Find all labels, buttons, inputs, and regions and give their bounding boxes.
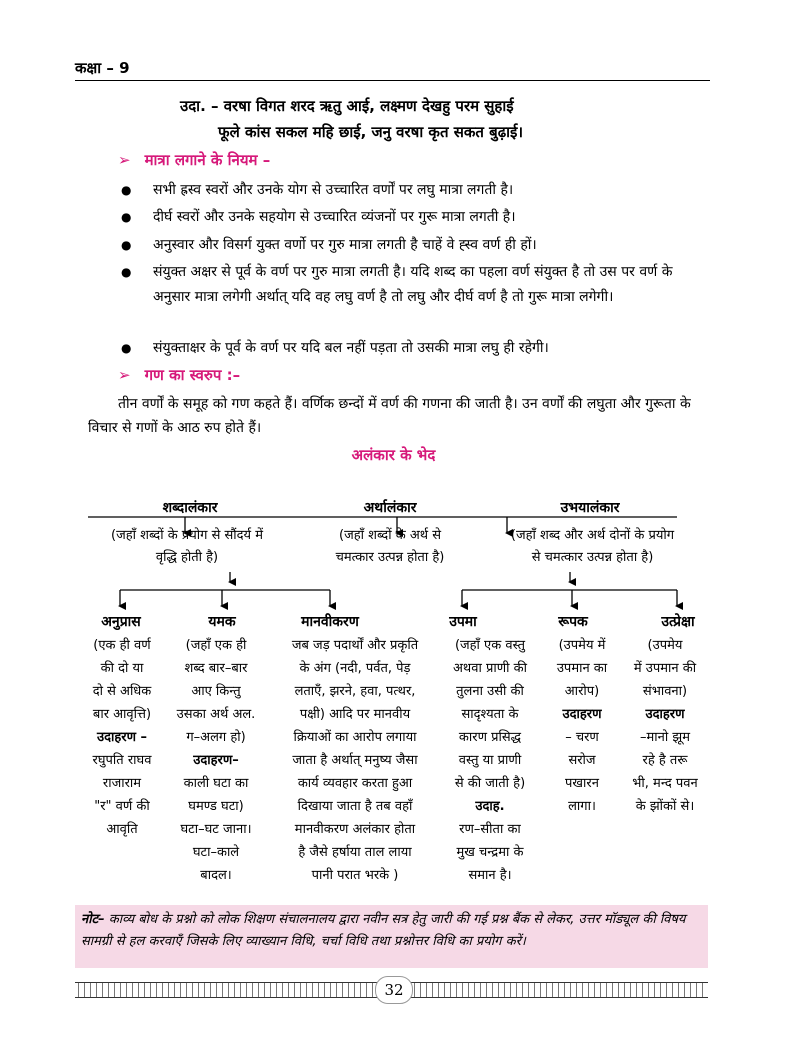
arrow-right-icon: ➢ [118, 366, 131, 384]
node-arthalankar: अर्थालंकार [363, 500, 417, 516]
detail-line: कार्य व्यवहार करता हुआ [297, 776, 413, 791]
detail-line: दो से अधिक [92, 684, 152, 699]
detail-line: आवृति [106, 822, 138, 837]
detail-line: ग–अलग हो) [186, 730, 246, 745]
node-upma: उपमा [449, 614, 477, 630]
detail-line: के झोंकों से। [635, 799, 695, 814]
arrow-right-icon: ➢ [118, 151, 131, 169]
detail-line: शब्द बार–बार [184, 661, 248, 676]
node-yamak: यमक [208, 614, 236, 630]
detail-yamak [164, 634, 268, 887]
detail-manvikaran [262, 634, 448, 887]
example-line-1: उदा. – वरषा विगत शरद ऋतु आई, लक्ष्मण देखहु परम सुहाई [180, 97, 514, 115]
example-label: उदाहरण [562, 707, 602, 722]
detail-line: जब जड़ पदार्थों और प्रकृति [291, 638, 419, 653]
node-rupak: रूपक [558, 614, 588, 630]
detail-line: (जहाँ एक ही [185, 638, 247, 653]
detail-line: बार आवृत्ति) [92, 707, 152, 722]
example-label: उदाहरण [645, 707, 685, 722]
desc-arthalankar [300, 525, 480, 569]
desc-shabdalankar [82, 525, 292, 569]
example-label: उदाहरण– [193, 753, 239, 768]
detail-line: मुख चन्द्रमा के [456, 845, 524, 860]
alankar-title: अलंकार के भेद [351, 446, 436, 464]
detail-line: लागा। [568, 799, 596, 814]
bullet-icon: ● [121, 210, 132, 224]
detail-line: बादल। [200, 868, 232, 883]
class-label: कक्षा – 9 [75, 59, 130, 77]
detail-line: में उपमान की [633, 661, 697, 676]
detail-line: है जैसे हर्षाया ताल लाया [298, 845, 412, 860]
detail-line: –मानो झूम [640, 730, 690, 745]
detail-line: लताएँ, झरने, हवा, पत्थर, [294, 684, 416, 699]
bullet-text: सभी ह्रस्व स्वरों और उनके योग से उच्चारित वर्णों पर लघु मात्रा लगती है। [153, 182, 514, 198]
detail-line: दिखाया जाता है तब वहाँ [297, 799, 413, 814]
bullet-text: संयुक्त अक्षर से पूर्व के वर्ण पर गुरु मात्रा लगती है। यदि शब्द का पहला वर्ण संयुक्त है तो उस पर वर्ण के अनुसार मात्रा लगेगी अर्थात् यदि वह लघु वर्ण है तो लघु और दीर्घ वर्ण है तो गुरू मात्रा लगेगी। [153, 264, 673, 305]
detail-line: आरोप) [564, 684, 600, 699]
example-line-2: फूले कांस सकल महि छाई, जनु वरषा कृत सकत बुढ़ाई। [218, 123, 524, 141]
bullet-icon: ● [121, 183, 132, 197]
detail-line: घटा–काले [192, 845, 240, 860]
gana-paragraph: तीन वर्णों के समूह को गण कहते हैं। वर्णिक छन्दों में वर्ण की गणना की जाती है। उन वर्णों की लघुता और गुरूता के विचार से गणों के आठ रुप होते हैं। [88, 396, 691, 436]
note-box [75, 905, 708, 968]
detail-line: मानवीकरण अलंकार होता [294, 822, 416, 837]
bullet-icon: ● [121, 265, 132, 279]
detail-line: (जहाँ एक वस्तु [454, 638, 526, 653]
note-label: नोट– [81, 912, 105, 927]
detail-line: तुलना उसी की [456, 684, 524, 699]
page-number: 32 [375, 976, 413, 1004]
detail-line: घटा–घट जाना। [180, 822, 252, 837]
detail-line: "र" वर्ण की [94, 799, 150, 814]
detail-line: (उपमेय [647, 638, 683, 653]
detail-line: काली घटा का [183, 776, 249, 791]
detail-line: पखारन [565, 776, 599, 791]
detail-line: संभावना) [642, 684, 688, 699]
bullet-icon: ● [121, 238, 132, 252]
example-label: उदाह. [475, 799, 505, 814]
detail-line: राजाराम [102, 776, 142, 791]
detail-line: सरोज [568, 753, 596, 768]
desc-ubhayalankar [480, 525, 705, 569]
gana-heading-text: गण का स्वरुप :– [144, 366, 241, 384]
detail-line: कारण प्रसिद्ध [458, 730, 522, 745]
detail-line: रण–सीता का [459, 822, 521, 837]
desc-line: से चमत्कार उत्पन्न होता है) [531, 550, 654, 565]
node-utpreksha: उत्प्रेक्षा [661, 614, 695, 630]
detail-line: – चरण [565, 730, 599, 745]
detail-line: अथवा प्राणी की [453, 661, 527, 676]
detail-line: पानी परात भरके ) [311, 868, 399, 883]
detail-anupras [76, 634, 168, 841]
detail-line: वस्तु या प्राणी [458, 753, 522, 768]
detail-line: रहे है तरू [642, 753, 688, 768]
detail-rupak [542, 634, 622, 818]
node-shabdalankar: शब्दालंकार [162, 500, 218, 516]
detail-line: उपमान का [556, 661, 608, 676]
detail-line: के अंग (नदी, पर्वत, पेड़ [299, 661, 411, 676]
detail-line: (उपमेय में [558, 638, 606, 653]
detail-line: रघुपति राघव [92, 753, 152, 768]
bullet-text: दीर्घ स्वरों और उनके सहयोग से उच्चारित व्यंजनों पर गुरू मात्रा लगती है। [153, 209, 516, 225]
desc-line: वृद्धि होती है) [155, 550, 219, 565]
desc-line: (जहाँ शब्द और अर्थ दोनों के प्रयोग [510, 528, 675, 543]
detail-line: पक्षी) आदि पर मानवीय [299, 707, 411, 722]
detail-line: भी, मन्द पवन [632, 776, 698, 791]
detail-line: समान है। [468, 868, 512, 883]
detail-line: (एक ही वर्ण [93, 638, 151, 653]
detail-line: क्रियाओं का आरोप लगाया [293, 730, 417, 745]
node-anupras: अनुप्रास [101, 614, 141, 630]
detail-line: घमण्ड घटा) [188, 799, 244, 814]
bullet-icon: ● [121, 341, 132, 355]
node-ubhayalankar: उभयालंकार [560, 500, 620, 516]
desc-line: (जहाँ शब्दों के अर्थ से [339, 528, 441, 543]
desc-line: (जहाँ शब्दों के प्रयोग से सौंदर्य में [111, 528, 263, 543]
note-text: काव्य बोध के प्रश्नो को लोक शिक्षण संचालनालय द्वारा नवीन सत्र हेतु जारी की गई प्रश्न बैंक से लेकर, उत्तर मॉड्यूल की विषय सामग्री से हल करवाएँ जिसके लिए व्याख्यान विधि, चर्चा विधि तथा प्रश्नोत्तर विधि का प्रयोग करें। [81, 912, 686, 949]
detail-utpreksha [620, 634, 710, 818]
detail-line: आए किन्तु [191, 684, 241, 699]
matra-heading-text: मात्रा लगाने के नियम – [144, 151, 271, 169]
detail-line: की दो या [100, 661, 144, 676]
detail-line: जाता है अर्थात् मनुष्य जैसा [292, 753, 418, 768]
example-label: उदाहरण – [96, 730, 148, 745]
bullet-text: अनुस्वार और विसर्ग युक्त वर्णो पर गुरु मात्रा लगती है चाहें वे ह्स्व वर्ण ही हों। [153, 237, 537, 253]
detail-line: उसका अर्थ अल. [176, 707, 256, 722]
bullet-text: संयुक्ताक्षर के पूर्व के वर्ण पर यदि बल नहीं पड़ता तो उसकी मात्रा लघु ही रहेगी। [153, 340, 549, 356]
detail-line: सादृश्यता के [461, 707, 519, 722]
node-manvikaran: मानवीकरण [301, 614, 359, 630]
detail-upma [436, 634, 544, 887]
desc-line: चमत्कार उत्पन्न होता है) [335, 550, 445, 565]
detail-line: से की जाती है) [454, 776, 526, 791]
